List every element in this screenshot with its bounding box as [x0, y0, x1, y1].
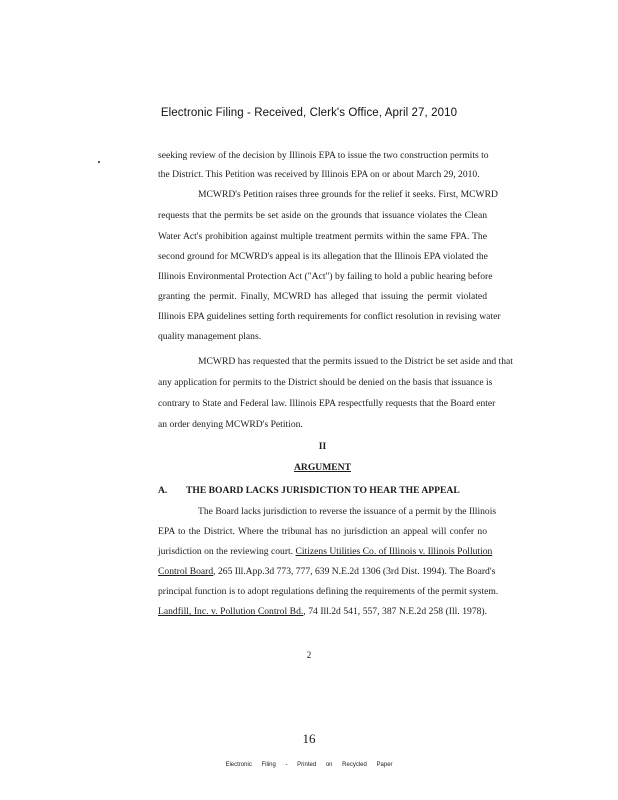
body-line: contrary to State and Federal law. Illinois EPA respectfully requests that the Board enter — [158, 398, 496, 409]
body-line: any application for permits to the District should be denied on the basis that issuance is — [158, 377, 493, 388]
body-text: , 265 Ill.App.3d 773, 777, 639 N.E.2d 1306 (3rd Dist. 1994). The Board's — [213, 566, 496, 577]
body-line: granting the permit. Finally, MCWRD has alleged that issuing the permit violated — [158, 291, 487, 302]
section-roman-numeral: II — [318, 441, 327, 452]
body-line: Illinois EPA guidelines setting forth requirements for conflict resolution in revising water — [158, 311, 501, 322]
body-line: MCWRD has requested that the permits issued to the District be set aside and that — [198, 356, 513, 367]
body-line: MCWRD's Petition raises three grounds for the relief it seeks. First, MCWRD — [198, 189, 498, 200]
body-text: jurisdiction on the reviewing court. — [158, 546, 296, 557]
body-line: requests that the permits be set aside on the grounds that issuance violates the Clean — [158, 210, 487, 221]
body-line: an order denying MCWRD's Petition. — [158, 419, 303, 430]
body-line: the District. This Petition was received by Illinois EPA on or about March 29, 2010. — [158, 169, 480, 180]
filing-header: Electronic Filing - Received, Clerk's Office, April 27, 2010 — [160, 107, 458, 119]
recycled-paper-footer: Electronic Filing - Printed on Recycled Paper — [225, 762, 393, 768]
body-line: seeking review of the decision by Illinois EPA to issue the two construction permits to — [158, 150, 489, 161]
body-line: quality management plans. — [158, 331, 262, 342]
body-line: second ground for MCWRD's appeal is its allegation that the Illinois EPA violated the — [158, 251, 488, 262]
body-text: , 74 Ill.2d 541, 557, 387 N.E.2d 258 (Ill. 1978). — [303, 606, 488, 617]
body-line: principal function is to adopt regulations defining the requirements of the permit system. — [158, 586, 499, 597]
body-line: EPA to the District. Where the tribunal has no jurisdiction an appeal will confer no — [158, 526, 487, 537]
body-line — [158, 606, 487, 618]
body-line — [158, 566, 496, 578]
body-line: Water Act's prohibition against multiple treatment permits within the same FPA. The — [158, 231, 487, 242]
page-number-outer: 16 — [302, 731, 316, 746]
body-line — [158, 546, 493, 558]
page-number-inner: 2 — [306, 650, 312, 660]
case-citation: Control Board — [158, 566, 214, 577]
body-line: The Board lacks jurisdiction to reverse the issuance of a permit by the Illinois — [198, 506, 497, 517]
case-citation: Citizens Utilities Co. of Illinois v. Illinois Pollution — [295, 546, 493, 557]
body-line: Illinois Environmental Protection Act ("Act") by failing to hold a public hearing before — [158, 271, 493, 282]
subsection-letter: A. — [158, 485, 168, 496]
subsection-title: THE BOARD LACKS JURISDICTION TO HEAR THE APPEAL — [186, 485, 460, 496]
scan-speck — [98, 161, 100, 163]
case-citation: Landfill, Inc. v. Pollution Control Bd. — [158, 606, 304, 617]
argument-heading: ARGUMENT — [293, 462, 352, 473]
argument-heading-wrap — [158, 462, 487, 474]
